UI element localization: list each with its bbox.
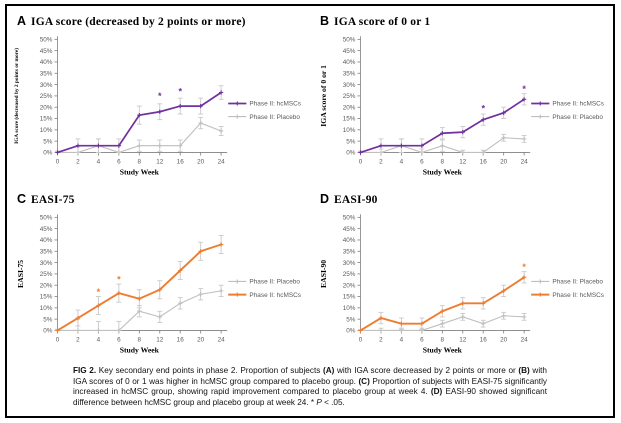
caption-segment: (D) xyxy=(430,387,443,397)
x-tick-label: 8 xyxy=(440,158,445,166)
panel-d xyxy=(310,184,613,362)
panel-a-title-row xyxy=(7,12,310,30)
legend-label: Phase II: hcMSCs xyxy=(249,291,302,299)
x-tick-label: 4 xyxy=(399,158,404,166)
y-tick-label: 5% xyxy=(346,316,356,324)
panel-c-title-row xyxy=(7,190,310,208)
y-tick-label: 10% xyxy=(39,305,53,313)
panel-b-title-row xyxy=(310,12,613,30)
x-tick-label: 16 xyxy=(176,336,184,344)
x-tick-label: 20 xyxy=(197,336,205,344)
x-axis-title: Study Week xyxy=(119,167,159,177)
x-tick-label: 20 xyxy=(197,158,205,166)
caption-segment: Proportion of subjects with EASI-75 significantly increased in hcMSC group, showing rapid improvement compared to placebo group at week 4. xyxy=(73,376,547,397)
axes xyxy=(40,36,227,165)
y-axis-title: IGA score of 0 or 1 xyxy=(319,65,329,127)
significance-asterisk: * xyxy=(522,262,526,273)
panel-a xyxy=(7,6,310,184)
x-tick-label: 16 xyxy=(479,158,487,166)
x-tick-label: 24 xyxy=(217,336,225,344)
y-tick-label: 50% xyxy=(39,214,53,222)
y-tick-label: 20% xyxy=(342,104,356,112)
panel-d-letter: D xyxy=(320,192,330,206)
x-tick-label: 8 xyxy=(440,336,445,344)
x-tick-label: 2 xyxy=(379,336,383,344)
chart-easi-75 xyxy=(7,208,310,360)
x-tick-label: 4 xyxy=(399,336,404,344)
y-tick-label: 5% xyxy=(43,138,53,146)
legend xyxy=(531,279,604,299)
y-tick-label: 15% xyxy=(39,293,53,301)
y-tick-label: 35% xyxy=(39,70,53,78)
series-line xyxy=(58,244,222,330)
significance-asterisk: * xyxy=(157,90,162,101)
caption-segment: EASI-90 showed significant difference between hcMSC group and placebo group at week 24. * xyxy=(73,387,547,407)
x-tick-label: 16 xyxy=(479,336,487,344)
x-axis-title: Study Week xyxy=(422,167,462,177)
significance-asterisk: * xyxy=(481,103,485,114)
panel-c xyxy=(7,184,310,362)
y-tick-label: 10% xyxy=(342,127,356,135)
y-tick-label: 10% xyxy=(39,127,53,135)
x-tick-label: 2 xyxy=(76,336,80,344)
y-tick-label: 50% xyxy=(342,214,356,222)
x-tick-label: 0 xyxy=(55,336,60,344)
x-tick-label: 6 xyxy=(420,336,424,344)
y-tick-label: 5% xyxy=(346,138,356,146)
x-tick-label: 6 xyxy=(117,158,121,166)
y-tick-label: 25% xyxy=(342,93,356,101)
panel-b-letter: B xyxy=(320,14,330,28)
panel-c-title: EASI-75 xyxy=(31,194,75,206)
caption-segment: (C) xyxy=(358,376,370,386)
x-tick-label: 12 xyxy=(459,158,467,166)
y-tick-label: 45% xyxy=(342,225,356,233)
y-axis-title: IGA score (decreased by 2 points or more) xyxy=(14,47,21,144)
y-tick-label: 15% xyxy=(342,115,356,123)
caption-segment: Key secondary end points in phase 2. Proportion of subjects xyxy=(96,366,323,375)
x-tick-label: 20 xyxy=(500,336,508,344)
caption-segment: < .05. xyxy=(321,397,345,407)
y-tick-label: 20% xyxy=(39,282,53,290)
significance-asterisk: * xyxy=(117,274,121,285)
caption-segment: FIG 2. xyxy=(73,366,97,375)
y-tick-label: 20% xyxy=(342,282,356,290)
x-tick-label: 24 xyxy=(217,158,225,166)
y-tick-label: 10% xyxy=(342,305,356,313)
x-tick-label: 16 xyxy=(176,158,184,166)
x-tick-label: 0 xyxy=(358,336,363,344)
panel-c-letter: C xyxy=(17,192,27,206)
y-tick-label: 30% xyxy=(342,81,356,89)
axes xyxy=(343,36,530,165)
x-tick-label: 24 xyxy=(520,336,528,344)
y-tick-label: 50% xyxy=(39,36,53,44)
y-tick-label: 15% xyxy=(342,293,356,301)
legend-label: Phase II: Placebo xyxy=(249,278,300,286)
caption-segment: with IGA scores of 0 or 1 was higher in hcMSC group compared to placebo group. xyxy=(73,366,547,386)
legend xyxy=(228,279,301,299)
caption-segment: with IGA score decreased by 2 points or more or xyxy=(334,366,519,375)
significance-asterisk: * xyxy=(178,86,182,97)
y-tick-label: 0% xyxy=(43,149,53,157)
y-tick-label: 0% xyxy=(346,327,356,335)
x-tick-label: 4 xyxy=(96,336,101,344)
significance-asterisk: * xyxy=(96,287,101,298)
y-tick-label: 40% xyxy=(342,237,356,245)
x-tick-label: 24 xyxy=(520,158,528,166)
panel-d-title-row xyxy=(310,190,613,208)
legend-label: Phase II: hcMSCs xyxy=(552,100,605,108)
y-axis-title: EASI-90 xyxy=(319,259,329,288)
x-tick-label: 2 xyxy=(379,158,383,166)
legend-label: Phase II: Placebo xyxy=(249,113,300,121)
caption-segment: (B) xyxy=(518,366,530,375)
x-tick-label: 6 xyxy=(117,336,121,344)
y-tick-label: 35% xyxy=(342,248,356,256)
significance-asterisk: * xyxy=(522,84,526,95)
chart-easi-90 xyxy=(310,208,613,360)
y-tick-label: 0% xyxy=(346,149,356,157)
y-tick-label: 25% xyxy=(39,271,53,279)
y-tick-label: 35% xyxy=(39,248,53,256)
legend-label: Phase II: Placebo xyxy=(552,113,603,121)
y-axis-title: EASI-75 xyxy=(16,259,26,288)
y-tick-label: 40% xyxy=(39,237,53,245)
x-tick-label: 12 xyxy=(459,336,467,344)
chart-iga-decreased xyxy=(7,30,310,182)
panel-a-letter: A xyxy=(17,14,27,28)
y-tick-label: 40% xyxy=(342,59,356,67)
y-tick-label: 45% xyxy=(39,225,53,233)
y-tick-label: 30% xyxy=(39,81,53,89)
y-tick-label: 35% xyxy=(342,70,356,78)
legend xyxy=(531,101,604,121)
panel-a-title: IGA score (decreased by 2 points or more) xyxy=(31,16,246,28)
y-tick-label: 45% xyxy=(342,47,356,55)
x-axis-title: Study Week xyxy=(422,345,462,355)
y-tick-label: 15% xyxy=(39,115,53,123)
series-hcmscs xyxy=(55,235,223,332)
x-tick-label: 12 xyxy=(156,158,164,166)
legend-label: Phase II: hcMSCs xyxy=(249,100,302,108)
y-tick-label: 40% xyxy=(39,59,53,67)
y-tick-label: 0% xyxy=(43,327,53,335)
x-tick-label: 20 xyxy=(500,158,508,166)
y-tick-label: 25% xyxy=(39,93,53,101)
x-tick-label: 0 xyxy=(55,158,60,166)
x-tick-label: 2 xyxy=(76,158,80,166)
x-tick-label: 8 xyxy=(137,158,142,166)
panel-d-title: EASI-90 xyxy=(334,194,378,206)
figure-border-box xyxy=(5,4,615,418)
x-tick-label: 8 xyxy=(137,336,142,344)
y-tick-label: 30% xyxy=(39,259,53,267)
caption-segment: (A) xyxy=(322,366,335,375)
x-tick-label: 0 xyxy=(358,158,363,166)
y-tick-label: 45% xyxy=(39,47,53,55)
panel-b-title: IGA score of 0 or 1 xyxy=(334,16,431,28)
y-tick-label: 20% xyxy=(39,104,53,112)
panel-b xyxy=(310,6,613,184)
y-tick-label: 30% xyxy=(342,259,356,267)
legend xyxy=(228,101,301,121)
y-tick-label: 5% xyxy=(43,316,53,324)
figure-caption xyxy=(73,366,547,409)
x-tick-label: 6 xyxy=(420,158,424,166)
x-tick-label: 4 xyxy=(96,158,101,166)
chart-iga-0-or-1 xyxy=(310,30,613,182)
chart-grid xyxy=(7,6,613,362)
legend-label: Phase II: hcMSCs xyxy=(552,291,605,299)
y-tick-label: 25% xyxy=(342,271,356,279)
legend-label: Phase II: Placebo xyxy=(552,278,603,286)
x-axis-title: Study Week xyxy=(119,345,159,355)
x-tick-label: 12 xyxy=(156,336,164,344)
caption-segment: P xyxy=(316,397,322,407)
y-tick-label: 50% xyxy=(342,36,356,44)
